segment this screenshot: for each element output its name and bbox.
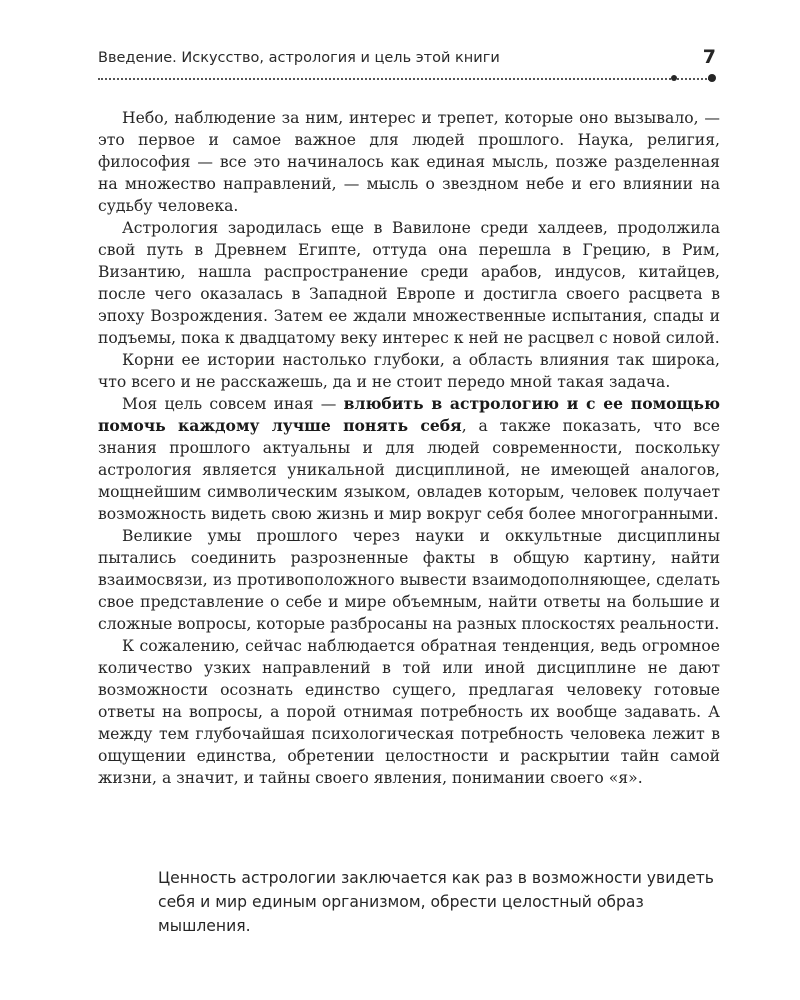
paragraph: Астрология зародилась еще в Вавилоне среди халдеев, продолжила свой путь в Древнем Египте, оттуда она перешла в Грецию, в Рим, Византию, нашла распространение среди арабов, индусов, китайцев, после чего оказалась в Западной Европе и достигла своего расцвета в эпоху Возрождения. Затем ее ждали множественные испытания, спады и подъемы, пока к двадцатому веку интерес к ней не расцвел с новой силой. <box>98 219 720 347</box>
running-header-title: Введение. Искусство, астрология и цель этой книги <box>98 50 500 66</box>
paragraph: Небо, наблюдение за ним, интерес и трепет, которые оно вызывало, — это первое и самое важное для людей прошлого. Наука, религия, философия — все это начиналось как единая мысль, позже разделенная на множество направлений, — мысль о звездном небе и его влиянии на судьбу человека. <box>98 109 720 215</box>
goal-intro: Моя цель совсем иная — <box>122 395 344 413</box>
paragraph: Корни ее истории настолько глубоки, а область влияния так широка, что всего и не расскажешь, да и не стоит передо мной такая задача. <box>98 351 720 391</box>
callout-quote: Ценность астрологии заключается как раз в возможности увидеть себя и мир единым организмом, обрести целостный образ мышления. <box>158 869 714 935</box>
paragraph: К сожалению, сейчас наблюдается обратная тенденция, ведь огромное количество узких направлений в той или иной дисциплине не дают возможности осознать единство сущего, предлагая человеку готовые ответы на вопросы, а порой отнимая потребность их вообще задавать. А между тем глубочайшая психологическая потребность человека лежит в ощущении единства, обретении целостности и раскрытии тайн самой жизни, а значит, и тайны своего явления, понимании своего «я». <box>98 637 720 787</box>
page-number: 7 <box>702 46 716 68</box>
goal-paragraph <box>98 393 720 525</box>
header-dotted-rule <box>98 78 710 80</box>
goal-rest: , а также показать, что все знания прошлого актуальны и для людей современности, поскольку астрология является уникальной дисциплиной, не имеющей аналогов, мощнейшим символическим языком, овладев которым, человек получает возможность видеть свою жизнь и мир вокруг себя более многогранными. <box>98 417 721 523</box>
header-rule-dot-large <box>708 74 716 82</box>
goal-emphasis: влюбить в астрологию и с ее помощью помочь каждому лучше понять себя <box>98 394 720 435</box>
body-text <box>98 107 720 789</box>
paragraph: Великие умы прошлого через науки и оккультные дисциплины пытались соединить разрозненные факты в общую картину, найти взаимосвязи, из противоположного вывести взаимодополняющее, сделать свое представление о себе и мире объемным, найти ответы на большие и сложные вопросы, которые разбросаны на разных плоскостях реальности. <box>98 527 720 633</box>
header-rule-dot-small <box>671 75 677 81</box>
running-header <box>98 46 720 74</box>
